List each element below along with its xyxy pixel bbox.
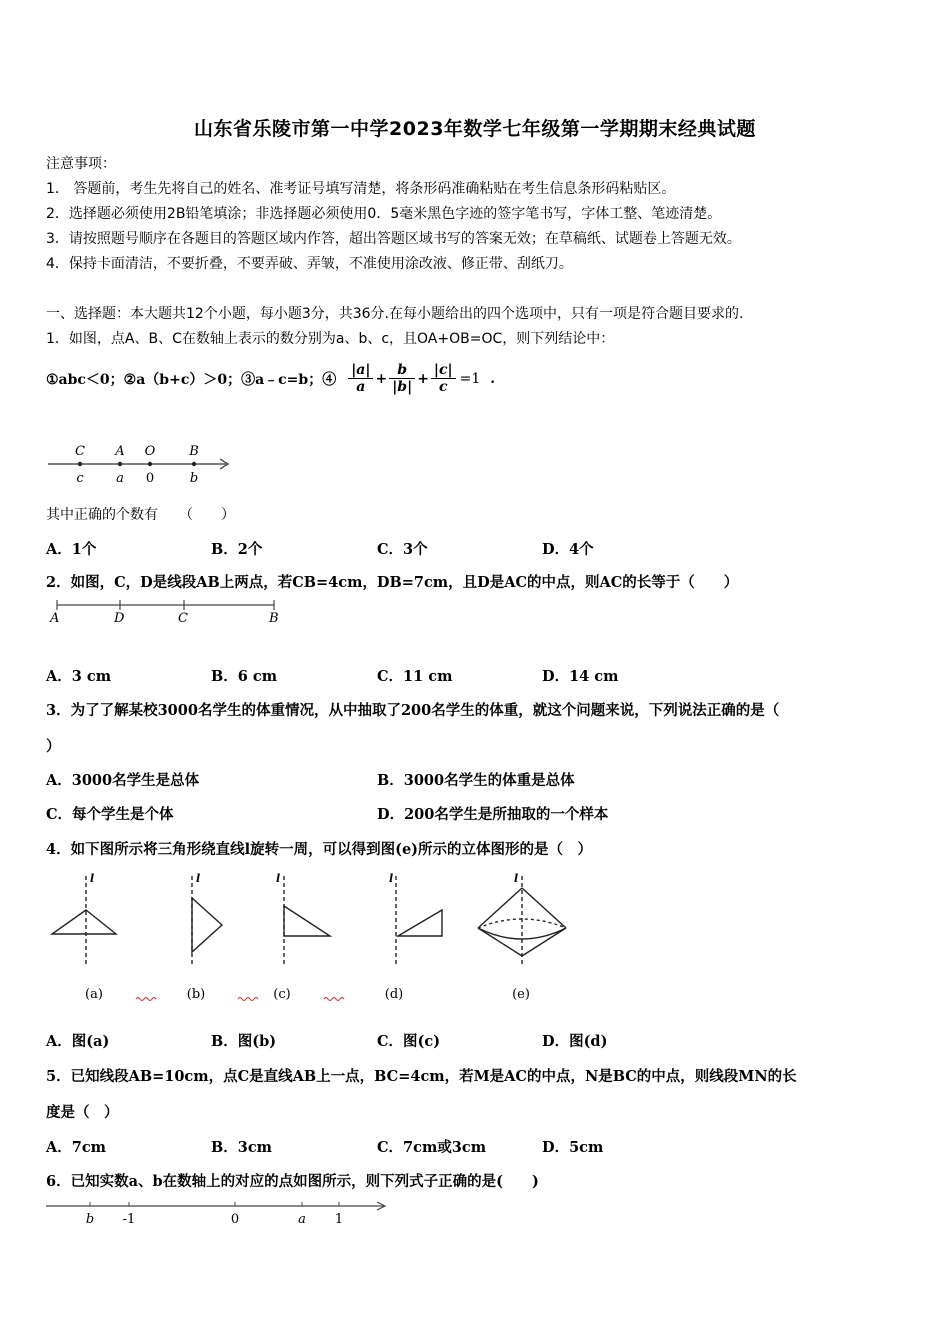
question-1-conditions — [46, 362, 495, 395]
plus-sign: + — [417, 370, 429, 387]
option-b[interactable]: B．3cm — [211, 1139, 273, 1156]
question-3-stem: 3．为了了解某校3000名学生的体重情况，从中抽取了200名学生的体重，就这个问题来说，下列说法正确的是（ — [46, 702, 780, 719]
point-label-a: A — [115, 444, 125, 459]
segment-label-c: C — [178, 611, 188, 626]
notice-item: 2．选择题必须使用2B铅笔填涂；非选择题必须使用0．5毫米黑色字迹的签字笔书写，字体工整、笔迹清楚。 — [46, 206, 722, 222]
section-heading: 一、选择题：本大题共12个小题，每小题3分，共36分.在每小题给出的四个选项中，只有一项是符合题目要求的. — [46, 306, 744, 322]
question-4-stem: 4．如下图所示将三角形绕直线l旋转一周，可以得到图(e)所示的立体图形的是（ ） — [46, 841, 593, 858]
question-1-stem: 1．如图，点A、B、C在数轴上表示的数分别为a、b、c，且OA+OB=OC，则下列结论中： — [46, 331, 615, 347]
conditions-text: ①abc＜0；②a（b+c）＞0；③a﹣c=b；④ — [46, 371, 337, 388]
axis-label-b: l — [196, 872, 201, 885]
option-d[interactable]: D．4个 — [542, 541, 594, 558]
option-a[interactable]: A．3000名学生是总体 — [46, 772, 200, 789]
option-d[interactable]: D．200名学生是所抽取的一个样本 — [377, 806, 609, 823]
question-3-stem-cont: ） — [46, 738, 61, 755]
value-label-0: 0 — [230, 1212, 240, 1227]
value-label-0: 0 — [145, 471, 155, 486]
notice-item: 3．请按照题号顺序在各题目的答题区域内作答，超出答题区域书写的答案无效；在草稿纸、试题卷上答题无效。 — [46, 231, 741, 247]
option-a[interactable]: A．图(a) — [46, 1033, 110, 1050]
question-5-stem-cont: 度是（ ） — [46, 1104, 119, 1121]
value-label-b: b — [85, 1212, 95, 1227]
option-b[interactable]: B．3000名学生的体重是总体 — [377, 772, 575, 789]
value-label-neg1: -1 — [122, 1212, 136, 1227]
option-d[interactable]: D．14 cm — [542, 668, 619, 685]
segment-figure-q2 — [44, 596, 294, 628]
option-c[interactable]: C．3个 — [377, 541, 428, 558]
axis-label-a: l — [90, 872, 95, 885]
figure-label-c: (c) — [273, 987, 291, 1002]
option-b[interactable]: B．图(b) — [211, 1033, 277, 1050]
period: . — [490, 370, 496, 387]
point-label-c: C — [75, 444, 85, 459]
segment-label-b: B — [269, 611, 279, 626]
figure-label-a: (a) — [85, 987, 103, 1002]
page-title: 山东省乐陵市第一中学2023年数学七年级第一学期期末经典试题 — [194, 118, 756, 140]
segment-label-d: D — [114, 611, 125, 626]
equals-one: =1 — [459, 370, 481, 387]
figure-label-d: (d) — [384, 987, 404, 1002]
segment-label-a: A — [50, 611, 60, 626]
figure-label-e: (e) — [512, 987, 530, 1002]
option-d[interactable]: D．图(d) — [542, 1033, 608, 1050]
value-label-b: b — [189, 471, 199, 486]
option-c[interactable]: C．图(c) — [377, 1033, 441, 1050]
option-a[interactable]: A．1个 — [46, 541, 97, 558]
number-line-figure-q1 — [44, 438, 244, 488]
figure-label-b: (b) — [186, 987, 206, 1002]
number-line-figure-q6 — [44, 1196, 394, 1230]
plus-sign: + — [375, 370, 388, 387]
fraction-abs-c: $\frac{|c|}{c}$ — [431, 362, 456, 395]
point-label-b: B — [189, 444, 199, 459]
notice-item: 1． 答题前，考生先将自己的姓名、准考证号填写清楚，将条形码准确粘贴在考生信息条形码粘贴区。 — [46, 181, 676, 197]
fraction-b-abs: $\frac{b}{|b|}$ — [389, 362, 415, 395]
axis-label-d: l — [389, 872, 394, 885]
value-label-a: a — [298, 1212, 306, 1227]
option-a[interactable]: A．7cm — [46, 1139, 107, 1156]
value-label-c: c — [76, 471, 84, 486]
notice-heading: 注意事项： — [46, 156, 116, 172]
option-c[interactable]: C．7cm或3cm — [377, 1139, 487, 1156]
option-b[interactable]: B．6 cm — [211, 668, 278, 685]
point-label-o: O — [144, 444, 156, 459]
value-label-a: a — [116, 471, 124, 486]
rotation-figures-q4 — [44, 868, 584, 1010]
option-a[interactable]: A．3 cm — [46, 668, 112, 685]
question-1-ask: 其中正确的个数有 （ ） — [46, 507, 235, 523]
option-d[interactable]: D．5cm — [542, 1139, 604, 1156]
axis-label-c: l — [276, 872, 281, 885]
fraction-abs-a: $\frac{|a|}{a}$ — [348, 362, 373, 395]
notice-item: 4．保持卡面清洁，不要折叠，不要弄破、弄皱，不准使用涂改液、修正带、刮纸刀。 — [46, 256, 573, 272]
value-label-1: 1 — [334, 1212, 344, 1227]
option-b[interactable]: B．2个 — [211, 541, 263, 558]
option-c[interactable]: C．每个学生是个体 — [46, 806, 174, 823]
option-c[interactable]: C．11 cm — [377, 668, 453, 685]
question-2-stem: 2．如图，C，D是线段AB上两点，若CB=4cm，DB=7cm，且D是AC的中点，则AC的长等于（ ） — [46, 574, 739, 591]
question-6-stem: 6．已知实数a、b在数轴上的对应的点如图所示，则下列式子正确的是( ) — [46, 1173, 539, 1190]
axis-label-e: l — [514, 872, 519, 885]
question-5-stem: 5．已知线段AB=10cm，点C是直线AB上一点，BC=4cm，若M是AC的中点，N是BC的中点，则线段MN的长 — [46, 1068, 797, 1085]
